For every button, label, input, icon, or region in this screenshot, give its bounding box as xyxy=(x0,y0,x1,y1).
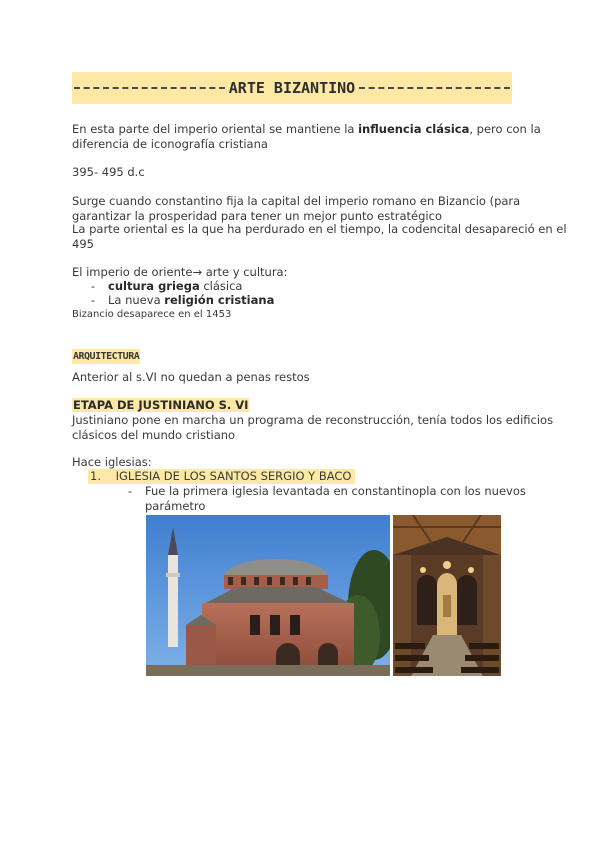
church-interior-image xyxy=(393,515,501,676)
section-heading-arquitectura: ARQUITECTURA xyxy=(73,351,140,362)
dates-line: 395- 495 d.c xyxy=(72,165,145,179)
justiniano-text: Justiniano pone en marcha un programa de reconstrucción, tenía todos los edificios clásicos del mundo cristiano xyxy=(72,413,554,442)
title-dash-left xyxy=(74,87,225,89)
paragraph-oriental: La parte oriental es la que ha perdurado en el tiempo, la codencital desapareció en el 495 xyxy=(72,222,567,251)
intro-text-start: En esta parte del imperio oriental se mantiene la xyxy=(72,122,359,136)
list-item-religion: La nueva religión cristiana xyxy=(108,293,275,307)
title-dash-right xyxy=(359,87,510,89)
sub-bullet-text: Fue la primera iglesia levantada en constantinopla con los nuevos parámetro xyxy=(145,484,526,513)
justiniano-heading: ETAPA DE JUSTINIANO S. VI xyxy=(73,398,249,412)
churches-intro: Hace iglesias: xyxy=(72,455,152,469)
list-item-cultura: cultura griega clásica xyxy=(108,279,243,293)
intro-bold: influencia clásica xyxy=(358,122,470,136)
church-interior-photo xyxy=(393,515,501,676)
intro-text-end: , pero con la diferencia de iconografía cristiana xyxy=(72,122,541,151)
title-banner xyxy=(72,72,512,104)
church-list-label: IGLESIA DE LOS SANTOS SERGIO Y BACO xyxy=(115,469,352,483)
page-title: ARTE BIZANTINO xyxy=(228,79,356,97)
oriente-intro: El imperio de oriente→ arte y cultura: xyxy=(72,265,288,279)
intro-paragraph xyxy=(72,122,572,151)
list-bullet: - xyxy=(91,279,96,293)
church-list-item-1 xyxy=(88,469,355,484)
sub-bullet: - xyxy=(128,484,133,498)
church-exterior-photo xyxy=(146,515,390,676)
arquitectura-text: Anterior al s.VI no quedan a penas restos xyxy=(72,370,310,384)
paragraph-capital: Surge cuando constantino fija la capital del imperio romano en Bizancio (para garantizar la prosperidad para tener un mejor punto estratégico xyxy=(72,194,521,223)
church-list-number: 1. xyxy=(90,469,101,483)
bizancio-note: Bizancio desaparece en el 1453 xyxy=(72,309,232,320)
church-exterior-image xyxy=(146,515,390,676)
list-bullet: - xyxy=(91,293,96,307)
